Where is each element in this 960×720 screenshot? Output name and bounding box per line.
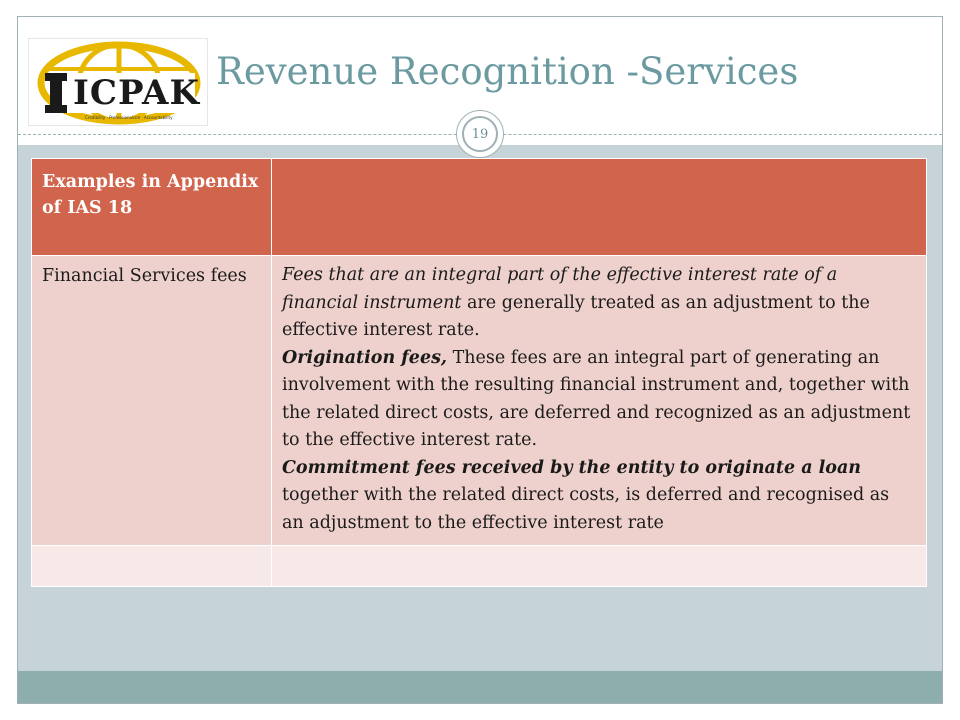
description-cell: [272, 256, 927, 546]
empty-cell: [272, 546, 927, 587]
category-cell: Financial Services fees: [32, 256, 272, 546]
table-empty-row: [32, 546, 927, 587]
body-text: together with the related direct costs, is deferred and recognised as an adjustment to the effective interest rate: [282, 485, 890, 533]
bold-italic-text: Commitment fees received by the entity to originate a loan: [282, 457, 862, 478]
logo-text: ICPAK: [73, 73, 200, 113]
footer-band: [18, 671, 942, 703]
header-cell-examples: Examples in Appendix of IAS 18: [32, 159, 272, 256]
body-text: are generally treated as an adjustment to the effective interest rate.: [282, 292, 870, 340]
bold-italic-text: Origination fees,: [282, 347, 448, 368]
table-header-row: [32, 159, 927, 256]
page-title: Revenue Recognition -Services: [216, 50, 799, 93]
empty-cell: [32, 546, 272, 587]
paragraph-origination-fees: [282, 345, 916, 455]
logo-tagline: Credibility · Professionalism · Accountability: [85, 115, 173, 120]
header-cell-empty: [272, 159, 927, 256]
italic-text: Fees that are an integral part of the effective interest rate of a financial instrument: [282, 265, 838, 313]
paragraph-integral-fees: [282, 262, 916, 345]
icpak-logo: [28, 38, 208, 126]
body-text: These fees are an integral part of generating an involvement with the resulting financial instrument and, together with the related direct costs, are deferred and recognized as an adjustment to the effective interest rate.: [282, 347, 911, 450]
slide-number-badge: [456, 110, 504, 158]
table-row: [32, 256, 927, 546]
content-table: [31, 158, 927, 587]
paragraph-commitment-fees: [282, 455, 916, 538]
slide-number: 19: [462, 116, 498, 152]
